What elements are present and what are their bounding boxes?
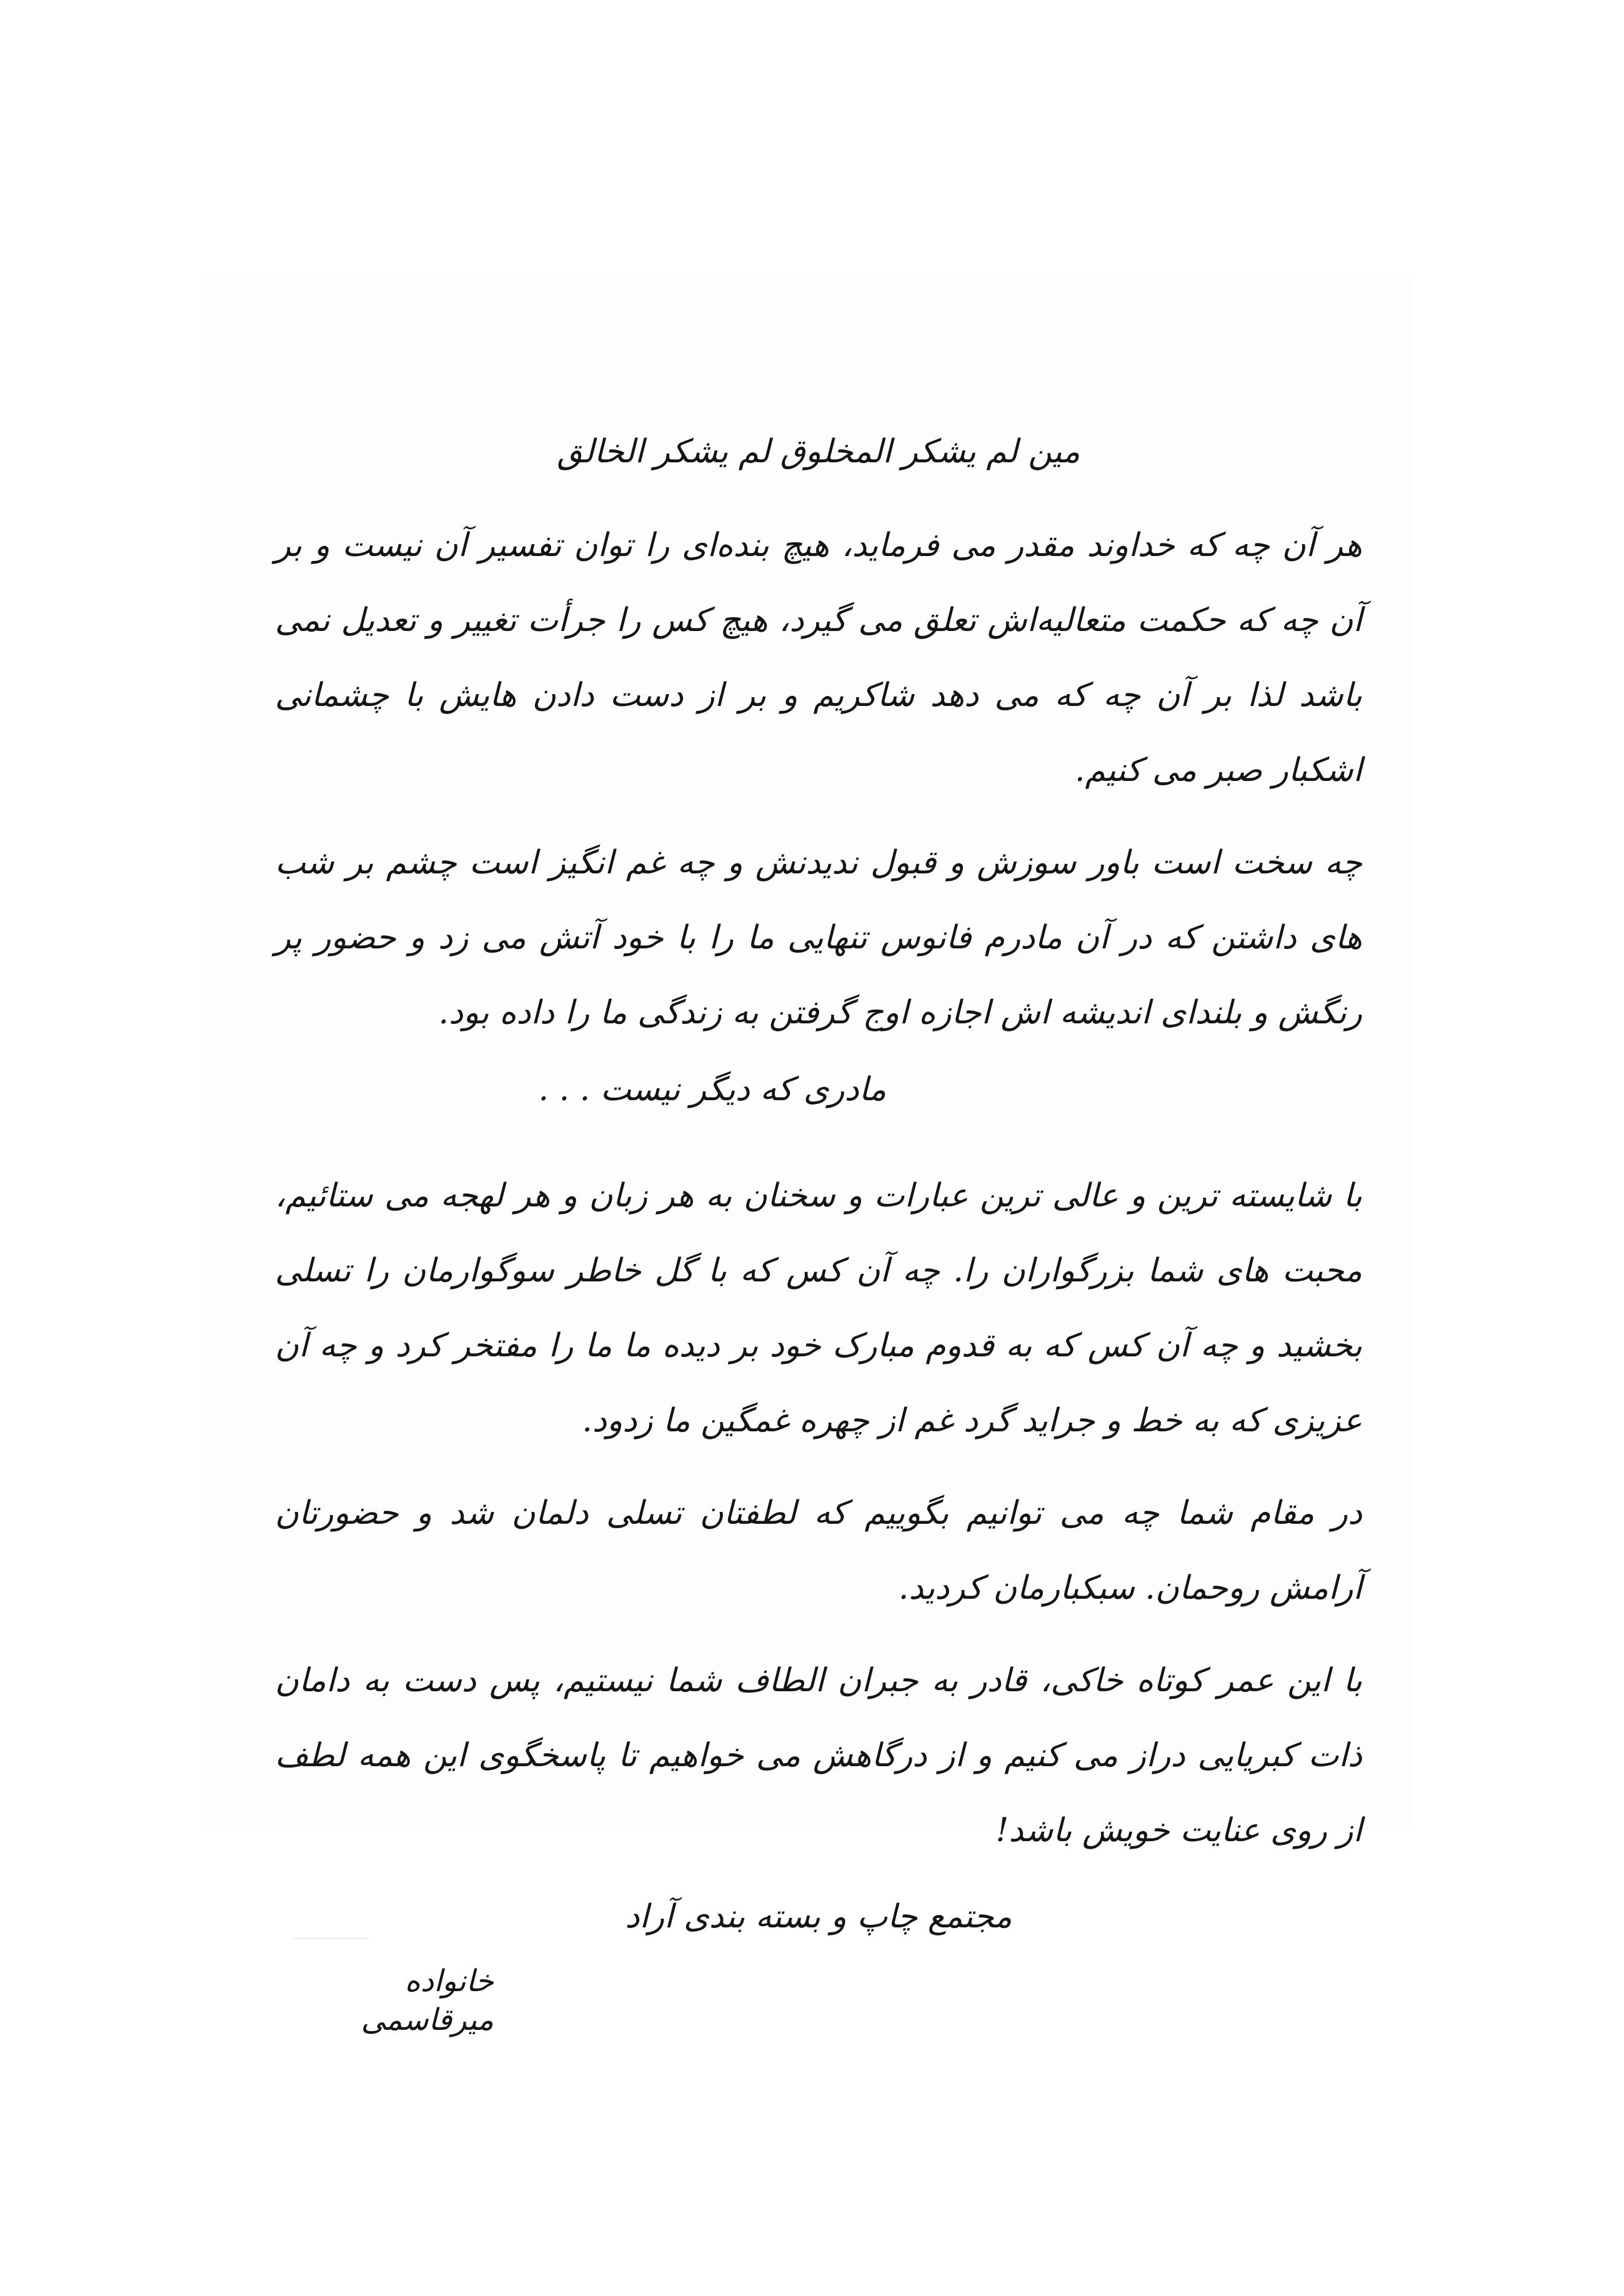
closing-organization: مجتمع چاپ و بسته بندی آراد bbox=[625, 1897, 1012, 1936]
signature-divider bbox=[294, 1938, 369, 1939]
paragraph-4: در مقام شما چه می توانیم بگوییم که لطفتان تسلی دلمان شد و حضورتان آرامش روحمان. سبکبارمان کردید. bbox=[275, 1494, 1362, 1607]
mother-line: مادری که دیگر نیست . . . bbox=[538, 1070, 887, 1108]
letter-heading: مین لم یشکر المخلوق لم یشکر الخالق bbox=[557, 433, 1080, 470]
paragraph-2: چه سخت است باور سوزش و قبول ندیدنش و چه غم انگیز است چشم بر شب های داشتن که در آن مادرم فانوس تنهایی ما را با خود آتش می زد و حضور پر رنگش و بلندای اندیشه اش اجازه اوج گرفتن به زندگی ما را داده بود. bbox=[275, 843, 1362, 1031]
condolence-letter bbox=[275, 431, 1362, 1938]
family-signature: خانواده میرقاسمی bbox=[361, 1964, 494, 2038]
paragraph-1: هر آن چه که خداوند مقدر می فرماید، هیچ بنده‌ای را توان تفسیر آن نیست و بر آن چه که حکمت متعالیه‌اش تعلق می گیرد، هیچ کس را جرأت تغییر و تعدیل نمی باشد لذا بر آن چه که می دهد شاکریم و بر از دست دادن هایش با چشمانی اشکبار صبر می کنیم. bbox=[275, 526, 1362, 789]
paragraph-3: با شایسته ترین و عالی ترین عبارات و سخنان به هر زبان و هر لهجه می ستائیم، محبت های شما بزرگواران را. چه آن کس که با گل خاطر سوگوارمان را تسلی بخشید و چه آن کس که به قدوم مبارک خود بر دیده ما ما را مفتخر کرد و چه آن عزیزی که به خط و جراید گرد غم از چهره غمگین ما زدود. bbox=[275, 1176, 1362, 1439]
paragraph-5: با این عمر کوتاه خاکی، قادر به جبران الطاف شما نیستیم، پس دست به دامان ذات کبریایی دراز می کنیم و از درگاهش می خواهیم تا پاسخگوی این همه لطف از روی عنایت خویش باشد! bbox=[275, 1661, 1362, 1849]
